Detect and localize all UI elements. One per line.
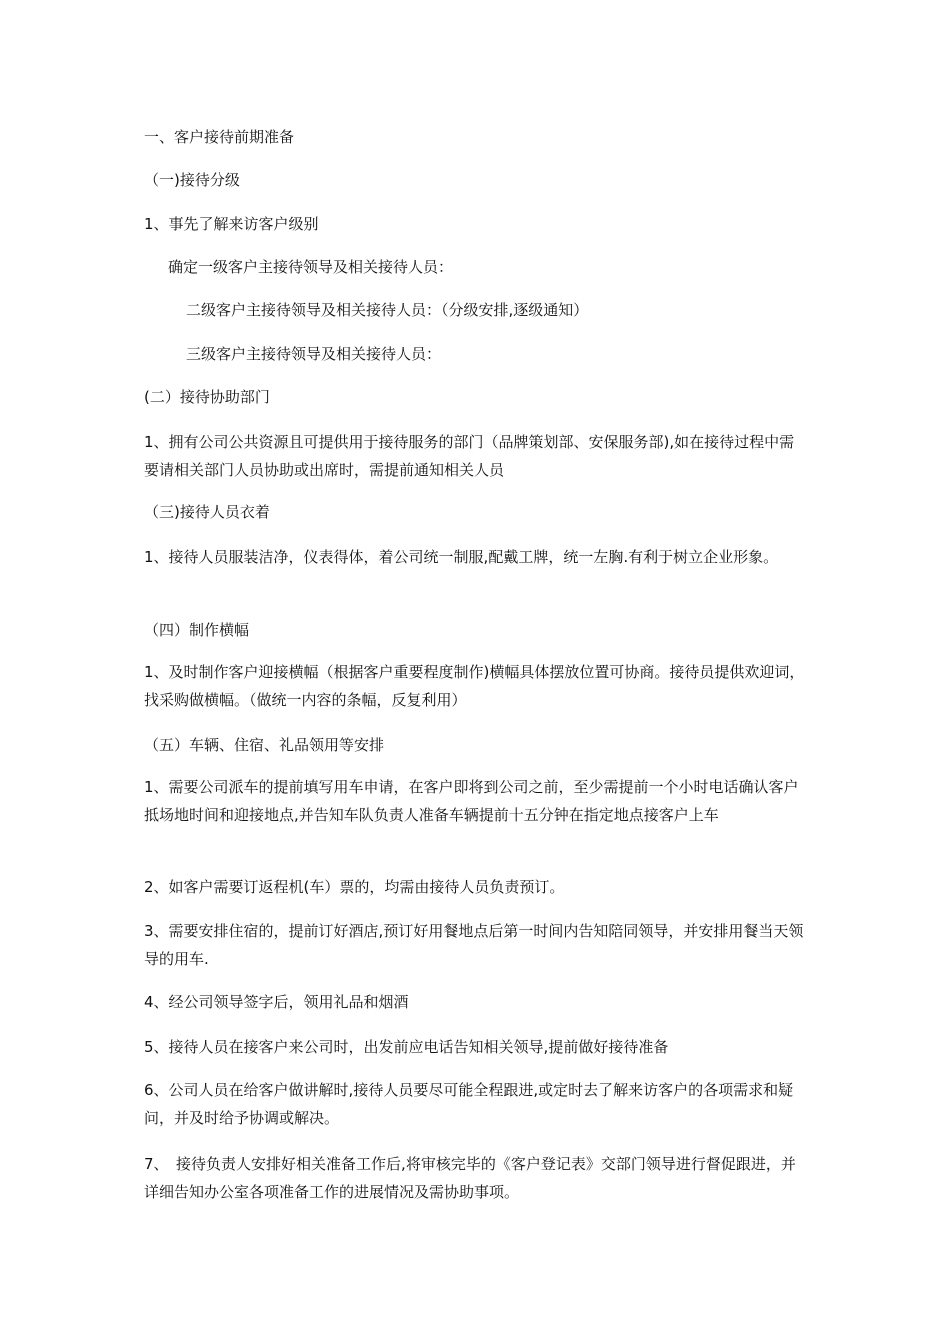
subsection-title: (二）接待协助部门	[144, 388, 270, 406]
subsection-title: （五）车辆、住宿、礼品领用等安排	[144, 736, 385, 754]
subsection-title: （四）制作横幅	[144, 621, 250, 639]
paragraph: 三级客户主接待领导及相关接待人员：	[186, 345, 442, 363]
paragraph: 5、接待人员在接客户来公司时，出发前应电话告知相关领导,提前做好接待准备	[144, 1038, 669, 1056]
paragraph: 3、需要安排住宿的，提前订好酒店,预订好用餐地点后第一时间内告知陪同领导，并安排用餐当天领导的用车.	[144, 922, 804, 968]
paragraph: 6、公司人员在给客户做讲解时,接待人员要尽可能全程跟进,或定时去了解来访客户的各项需求和疑问，并及时给予协调或解决。	[144, 1081, 794, 1127]
paragraph: 确定一级客户主接待领导及相关接待人员：	[168, 258, 454, 276]
paragraph: 1、事先了解来访客户级别	[144, 215, 319, 233]
paragraph: 7、 接待负责人安排好相关准备工作后,将审核完毕的《客户登记表》交部门领导进行督促跟进，并详细告知办公室各项准备工作的进展情况及需协助事项。	[144, 1155, 796, 1201]
paragraph: 1、需要公司派车的提前填写用车申请，在客户即将到公司之前，至少需提前一个小时电话确认客户抵场地时间和迎接地点,并告知车队负责人准备车辆提前十五分钟在指定地点接客户上车	[144, 778, 799, 824]
section-title: 一、客户接待前期准备	[144, 128, 295, 146]
subsection-title: （一)接待分级	[144, 171, 240, 189]
paragraph: 4、经公司领导签字后，领用礼品和烟酒	[144, 993, 409, 1011]
paragraph: 1、拥有公司公共资源且可提供用于接待服务的部门（品牌策划部、安保服务部),如在接待过程中需要请相关部门人员协助或出席时，需提前通知相关人员	[144, 433, 795, 479]
paragraph: 2、如客户需要订返程机(车）票的，均需由接待人员负责预订。	[144, 878, 565, 896]
paragraph: 二级客户主接待领导及相关接待人员：（分级安排,逐级通知）	[186, 301, 589, 319]
paragraph: 1、接待人员服装洁净，仪表得体，着公司统一制服,配戴工牌，统一左胸.有利于树立企业形象。	[144, 548, 779, 566]
paragraph: 1、及时制作客户迎接横幅（根据客户重要程度制作)横幅具体摆放位置可协商。接待员提供欢迎词，找采购做横幅。（做统一内容的条幅，反复利用）	[144, 663, 805, 709]
subsection-title: （三)接待人员衣着	[144, 503, 270, 521]
